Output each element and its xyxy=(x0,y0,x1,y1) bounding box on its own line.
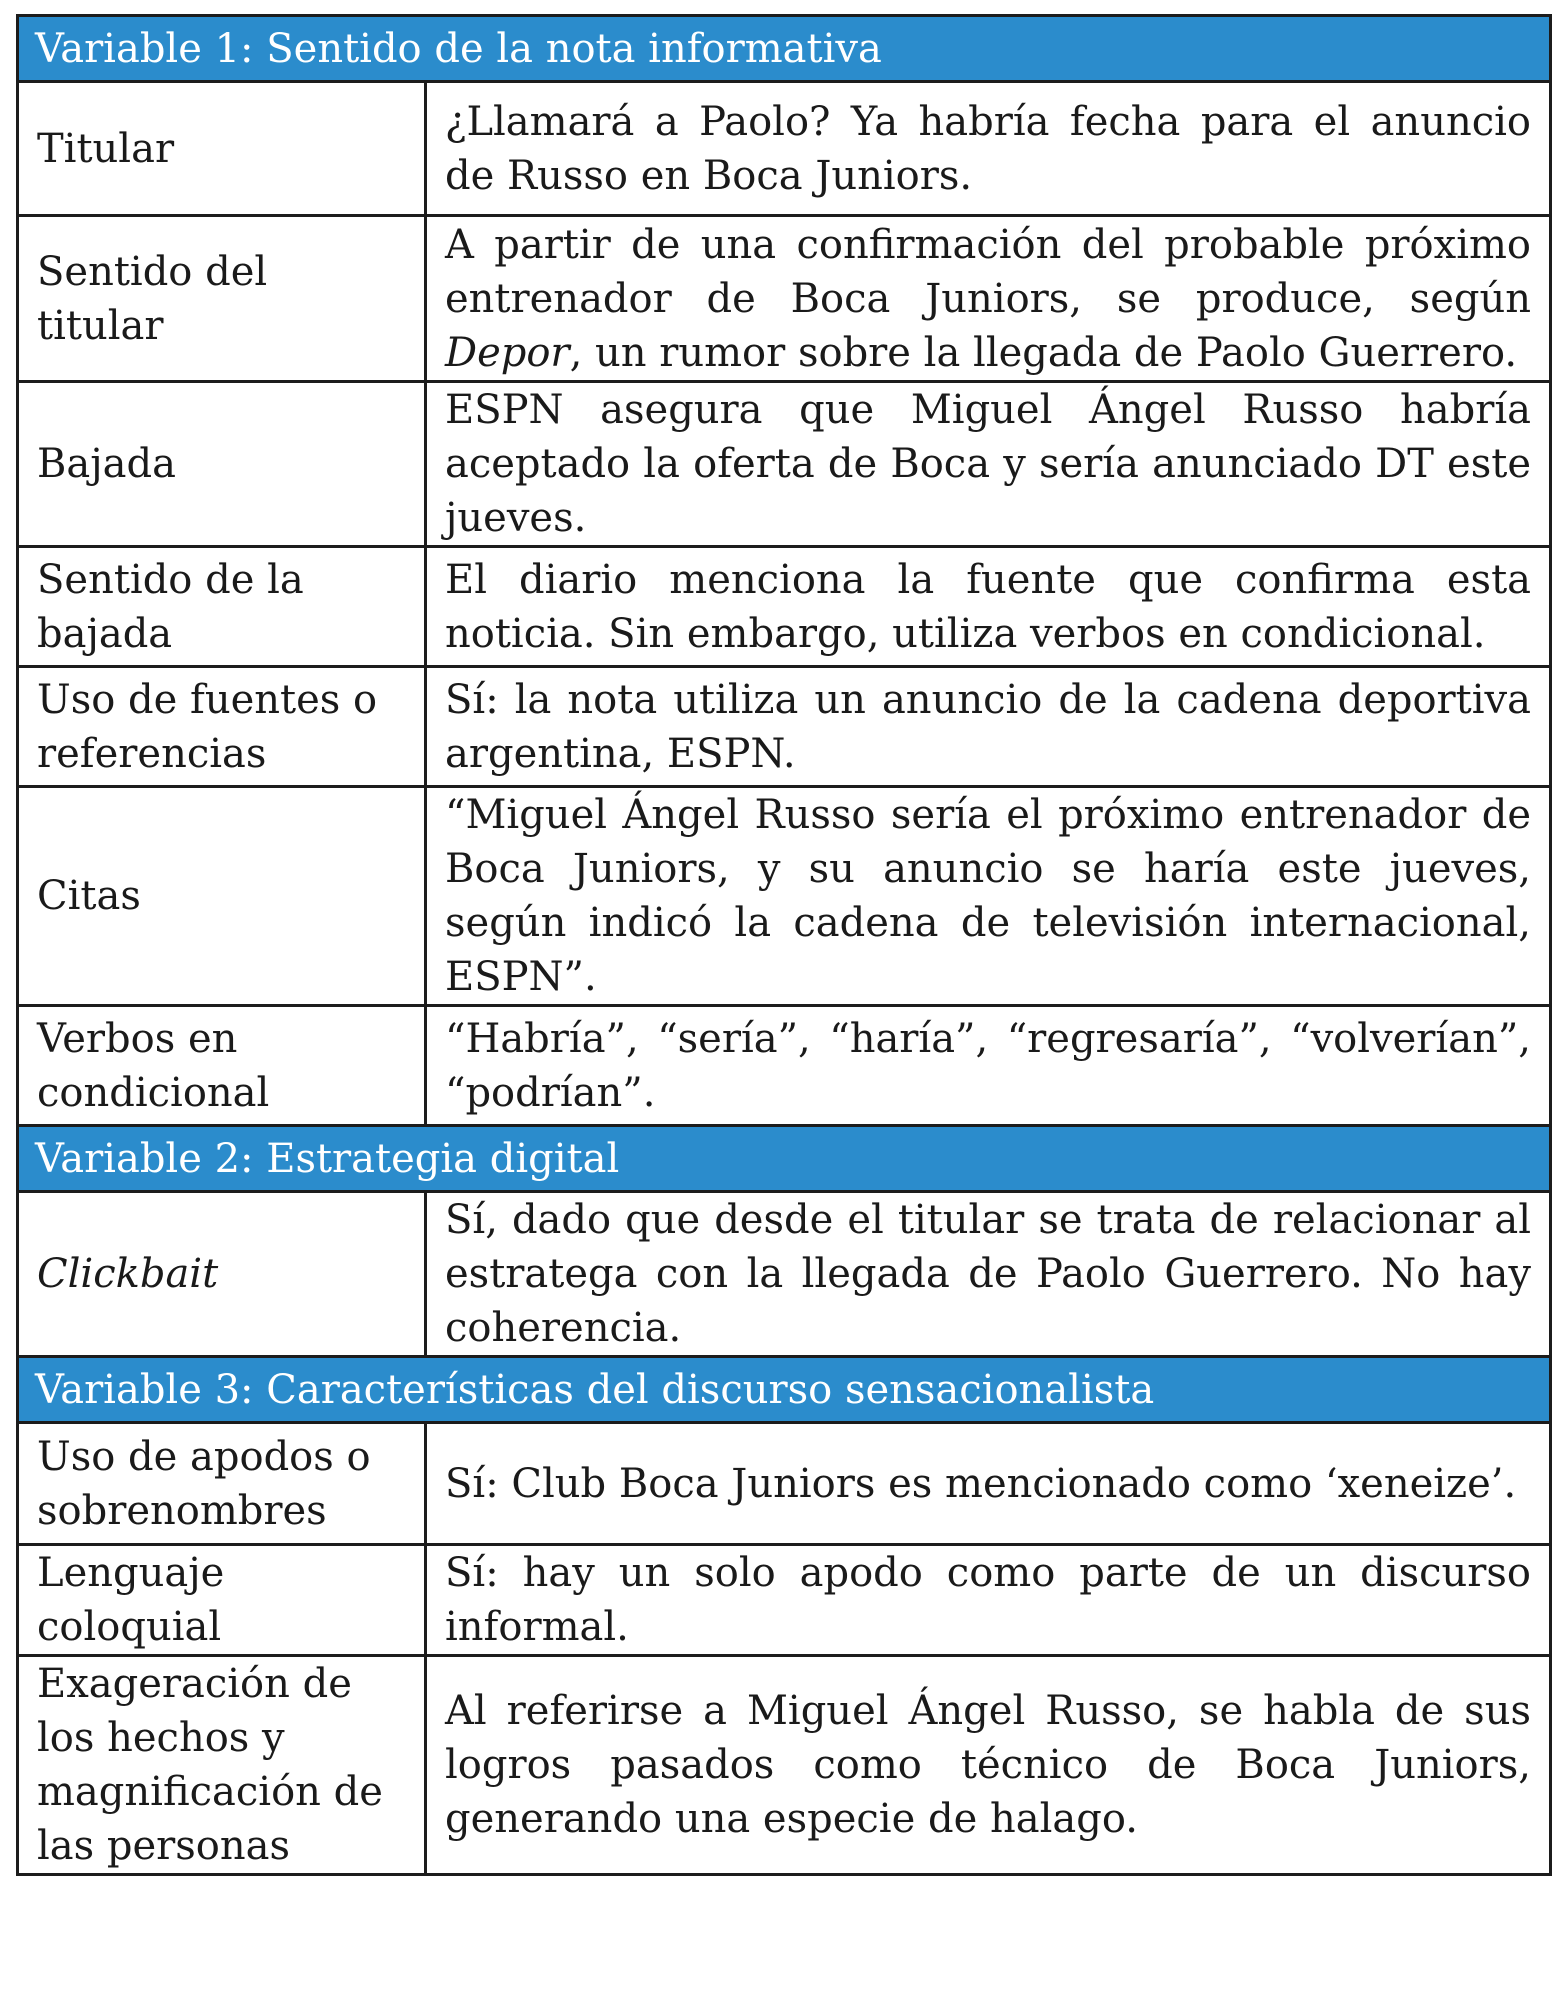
section-header-row xyxy=(18,16,1551,82)
row-value-exageracion: Al referirse a Miguel Ángel Russo, se habla de sus logros pasados como técnico de Boca Juniors, generando una especie de halago. xyxy=(426,1656,1551,1875)
row-label-lenguaje-coloquial: Lenguaje coloquial xyxy=(18,1545,426,1656)
row-value-bajada: ESPN asegura que Miguel Ángel Russo habría aceptado la oferta de Boca y sería anunciado DT este jueves. xyxy=(426,382,1551,547)
analysis-table xyxy=(16,14,1552,1876)
row-label-exageracion: Exageración de los hechos y magnificación de las personas xyxy=(18,1656,426,1875)
table-row xyxy=(18,216,1551,382)
table-row xyxy=(18,1006,1551,1126)
table-row xyxy=(18,547,1551,667)
row-value-sentido-titular xyxy=(426,216,1551,382)
row-value-verbos-condicional: “Habría”, “sería”, “haría”, “regresaría”, “volverían”, “podrían”. xyxy=(426,1006,1551,1126)
row-label-clickbait xyxy=(18,1192,426,1357)
row-value-clickbait: Sí, dado que desde el titular se trata de relacionar al estratega con la llegada de Paolo Guerrero. No hay coherencia. xyxy=(426,1192,1551,1357)
clickbait-label-text: Clickbait xyxy=(37,1251,219,1297)
section-header-variable-2: Variable 2: Estrategia digital xyxy=(18,1126,1551,1192)
table-row xyxy=(18,1192,1551,1357)
table-row xyxy=(18,787,1551,1006)
table-row xyxy=(18,667,1551,787)
table-row xyxy=(18,1656,1551,1875)
row-value-citas: “Miguel Ángel Russo sería el próximo entrenador de Boca Juniors, y su anuncio se haría este jueves, según indicó la cadena de televisión internacional, ESPN”. xyxy=(426,787,1551,1006)
row-label-citas: Citas xyxy=(18,787,426,1006)
table-row xyxy=(18,82,1551,216)
row-label-titular: Titular xyxy=(18,82,426,216)
row-label-apodos: Uso de apodos o sobrenombres xyxy=(18,1423,426,1545)
row-value-titular: ¿Llamará a Paolo? Ya habría fecha para el anuncio de Russo en Boca Juniors. xyxy=(426,82,1551,216)
row-label-sentido-titular: Sentido del titular xyxy=(18,216,426,382)
section-header-row xyxy=(18,1126,1551,1192)
row-value-lenguaje-coloquial: Sí: hay un solo apodo como parte de un discurso informal. xyxy=(426,1545,1551,1656)
row-label-bajada: Bajada xyxy=(18,382,426,547)
row-label-sentido-bajada: Sentido de la bajada xyxy=(18,547,426,667)
row-label-uso-fuentes: Uso de fuentes o referencias xyxy=(18,667,426,787)
value-text-after: , un rumor sobre la llegada de Paolo Guerrero. xyxy=(569,329,1518,376)
section-header-row xyxy=(18,1357,1551,1423)
table-row xyxy=(18,1423,1551,1545)
row-value-sentido-bajada: El diario menciona la fuente que confirma esta noticia. Sin embargo, utiliza verbos en condicional. xyxy=(426,547,1551,667)
row-value-apodos: Sí: Club Boca Juniors es mencionado como ‘xeneize’. xyxy=(426,1423,1551,1545)
section-header-variable-1: Variable 1: Sentido de la nota informativa xyxy=(18,16,1551,82)
row-label-verbos-condicional: Verbos en condicional xyxy=(18,1006,426,1126)
table-row xyxy=(18,382,1551,547)
value-text-before: A partir de una confirmación del probable próximo entrenador de Boca Juniors, se produce, según xyxy=(445,221,1531,322)
value-text-italic: Depor xyxy=(445,329,570,376)
table-row xyxy=(18,1545,1551,1656)
section-header-variable-3: Variable 3: Características del discurso sensacionalista xyxy=(18,1357,1551,1423)
row-value-uso-fuentes: Sí: la nota utiliza un anuncio de la cadena deportiva argentina, ESPN. xyxy=(426,667,1551,787)
